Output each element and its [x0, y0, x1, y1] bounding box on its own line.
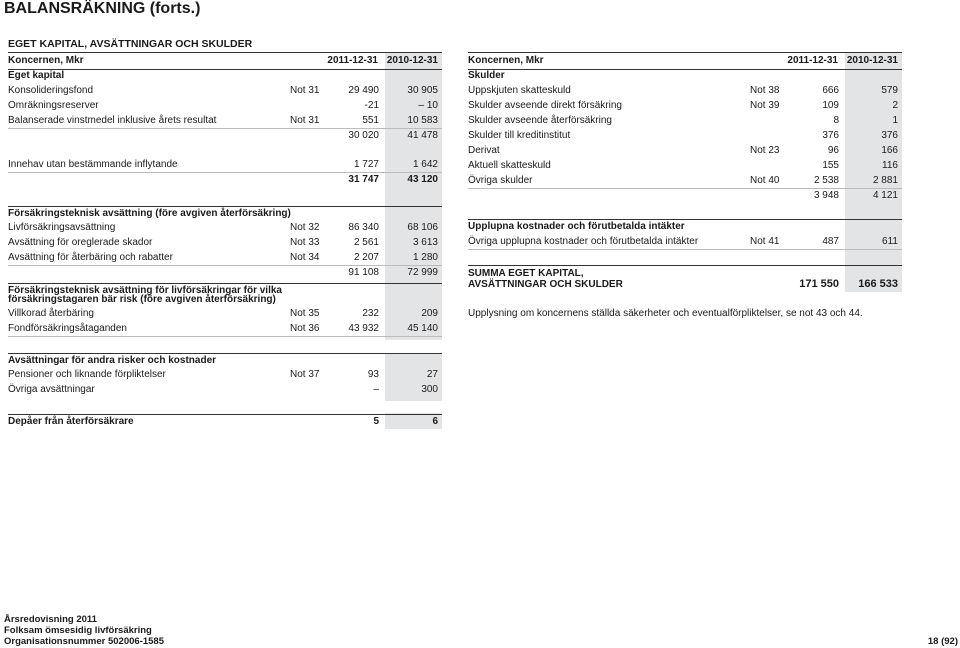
section-title: EGET KAPITAL, AVSÄTTNINGAR OCH SKULDER: [8, 38, 253, 50]
left-v2: – 10: [418, 100, 438, 111]
accrued-title: Upplupna kostnader och förutbetalda intäkter: [468, 219, 902, 235]
right-v1: 109: [822, 100, 839, 111]
left-note: Not 34: [290, 252, 320, 263]
left-note: Not 31: [290, 115, 320, 126]
right-row: [468, 84, 902, 98]
grand-total: [468, 265, 902, 292]
right-header-label: Koncernen, Mkr: [468, 55, 544, 66]
left-v2: 41 478: [407, 130, 438, 141]
right-v2: 166: [881, 145, 898, 156]
right-header-year1: 2011-12-31: [787, 55, 838, 66]
other-provisions-title: Avsättningar för andra risker och kostnader: [8, 353, 442, 369]
left-v2: 30 905: [407, 85, 438, 96]
left-v1: 31 747: [348, 174, 379, 185]
right-v1: 96: [827, 145, 839, 156]
left-v1: 43 932: [348, 323, 379, 334]
right-v2: 579: [881, 85, 898, 96]
provision-v1: –: [373, 384, 379, 395]
left-v1: 29 490: [348, 85, 379, 96]
left-v2: 68 106: [407, 222, 438, 233]
right-v2: 116: [882, 160, 898, 171]
right-note: Not 39: [750, 100, 780, 111]
left-header-year1: 2011-12-31: [327, 55, 378, 66]
grand-total-line1: SUMMA EGET KAPITAL,: [468, 268, 584, 279]
left-label: Balanserade vinstmedel inklusive årets resultat: [8, 115, 217, 126]
right-v2: 376: [881, 130, 898, 141]
right-label: Derivat: [468, 145, 500, 156]
right-v2: 4 121: [872, 190, 898, 201]
left-v1: 86 340: [348, 222, 379, 233]
right-v1: 666: [822, 85, 839, 96]
right-label: Skulder avseende direkt försäkring: [468, 100, 622, 111]
left-v2: 10 583: [407, 115, 438, 126]
left-v2: 72 999: [407, 267, 438, 278]
left-header-year2: 2010-12-31: [386, 55, 438, 66]
right-v1: 3 948: [813, 190, 839, 201]
right-header-year2: 2010-12-31: [846, 55, 898, 66]
left-v1: 1 727: [353, 159, 379, 170]
right-v1: 155: [822, 160, 839, 171]
left-note: Not 33: [290, 237, 320, 248]
left-v1: 2 561: [353, 237, 379, 248]
left-label: försäkringstagaren bär risk (före avgiven återförsäkring): [8, 294, 276, 305]
left-label: Eget kapital: [8, 70, 65, 81]
right-row: [468, 144, 902, 158]
left-label: Försäkringsteknisk avsättning för livförsäkringar för vilka: [8, 285, 282, 296]
footer-report-name: Årsredovisning 2011: [4, 614, 97, 625]
accrued-row: Övriga upplupna kostnader och förutbetalda intäkter Not 41 487 611: [468, 235, 902, 250]
right-v2: 2: [892, 100, 898, 111]
right-row: [468, 99, 902, 113]
left-v2: 43 120: [407, 174, 438, 185]
right-v1: 2 538: [813, 175, 839, 186]
right-row: [468, 174, 902, 189]
deposits-row: Depåer från återförsäkrare 5 6: [8, 414, 442, 430]
left-label: Försäkringsteknisk avsättning (före avgiven återförsäkring): [8, 208, 291, 219]
provision-label: Övriga avsättningar: [8, 384, 95, 395]
right-label: Skulder: [468, 70, 505, 81]
left-label: Livförsäkringsavsättning: [8, 222, 116, 233]
provision-note: Not 37: [290, 369, 320, 380]
left-note: Not 31: [290, 85, 320, 96]
left-label: Konsolideringsfond: [8, 85, 94, 96]
grand-total-v1: 171 550: [799, 278, 839, 290]
right-label: Övriga skulder: [468, 175, 533, 186]
right-label: Skulder avseende återförsäkring: [468, 115, 612, 126]
left-note: Not 32: [290, 222, 320, 233]
left-v1: 232: [362, 308, 379, 319]
right-row: [468, 114, 902, 128]
provision-label: Pensioner och liknande förpliktelser: [8, 369, 166, 380]
right-v1: 8: [833, 115, 839, 126]
left-v2: 45 140: [407, 323, 438, 334]
right-table-header: [468, 52, 902, 70]
left-header-label: Koncernen, Mkr: [8, 55, 84, 66]
left-v2: 3 613: [412, 237, 438, 248]
left-note: Not 36: [290, 323, 320, 334]
footer-org-number: Organisationsnummer 502006-1585: [4, 636, 164, 647]
right-v2: 1: [892, 115, 898, 126]
right-v2: 2 881: [872, 175, 898, 186]
left-v2: 1 642: [412, 159, 438, 170]
page-title: BALANSRÄKNING (forts.): [4, 0, 201, 17]
left-v1: 2 207: [353, 252, 379, 263]
left-label: Omräkningsreserver: [8, 100, 99, 111]
right-label: Uppskjuten skatteskuld: [468, 85, 571, 96]
left-label: Avsättning för återbäring och rabatter: [8, 252, 173, 263]
right-label: Skulder till kreditinstitut: [468, 130, 571, 141]
left-label: Fondförsäkringsåtaganden: [8, 323, 127, 334]
provision-v1: 93: [367, 369, 379, 380]
left-note: Not 35: [290, 308, 320, 319]
right-v1: 376: [822, 130, 839, 141]
left-label: Avsättning för oreglerade skador: [8, 237, 153, 248]
page-number: 18 (92): [927, 636, 958, 647]
right-row: [468, 69, 902, 83]
grand-total-line2: AVSÄTTNINGAR OCH SKULDER: [468, 279, 623, 290]
left-v1: 91 108: [348, 267, 379, 278]
right-row: [468, 159, 902, 173]
left-v2: 209: [421, 308, 438, 319]
footer-company: Folksam ömsesidig livförsäkring: [4, 625, 152, 636]
left-v1: 30 020: [348, 130, 379, 141]
footer: [4, 614, 164, 647]
provision-v2: 27: [426, 369, 438, 380]
right-label: Aktuell skatteskuld: [468, 160, 551, 171]
right-row: [468, 129, 902, 143]
right-note: Not 38: [750, 85, 780, 96]
pledged-assets-note: Upplysning om koncernens ställda säkerheter och eventualförpliktelser, se not 43 och 44.: [468, 308, 863, 319]
left-v2: 1 280: [412, 252, 438, 263]
right-row: [468, 189, 902, 203]
grand-total-v2: 166 533: [858, 278, 898, 290]
left-label: Villkorad återbäring: [8, 308, 94, 319]
left-v1: 551: [362, 115, 379, 126]
left-v1: -21: [364, 100, 379, 111]
right-note: Not 40: [750, 175, 780, 186]
provision-v2: 300: [421, 384, 438, 395]
right-note: Not 23: [750, 145, 780, 156]
left-label: Innehav utan bestämmande inflytande: [8, 159, 178, 170]
